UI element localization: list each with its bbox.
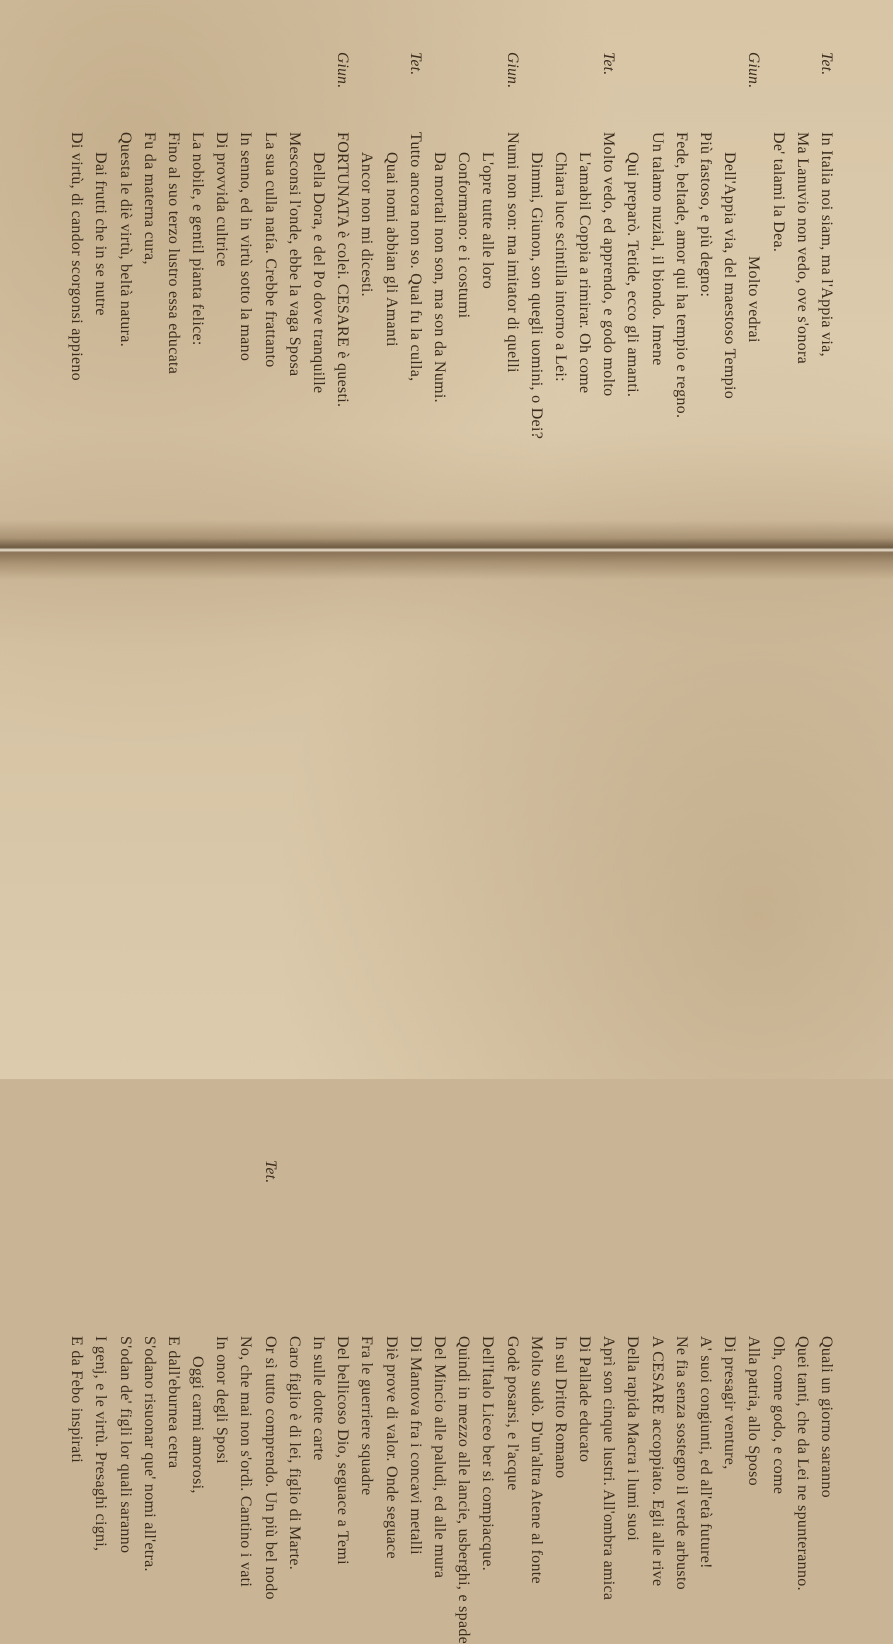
- verse-line: [741, 38, 765, 518]
- speaker-label: Tet.: [600, 52, 618, 76]
- speaker-label: Giun.: [745, 52, 763, 89]
- verse-text: FORTUNATA è colei. CESARE è questi.: [334, 132, 352, 408]
- verse-text: Fede, beltade, amor qui ha tempio e regno.: [672, 132, 690, 419]
- verse-line: [717, 38, 741, 518]
- verse-text: La sua culla natía. Crebbe frattanto: [261, 132, 279, 368]
- verse-text: Alla patria, allo Sposo: [745, 1336, 763, 1486]
- verse-text: Di provvida cultrice: [213, 132, 231, 267]
- verse-text: Del bellicoso Dio, seguace a Temi: [334, 1336, 352, 1565]
- verse-text: E da Febo inspirati: [68, 1336, 86, 1464]
- verse-line: [209, 38, 233, 518]
- verse-text: Della rapida Macra i lumi suoi: [624, 1336, 642, 1541]
- bottom-page: [0, 570, 893, 1644]
- verse-text: Diè prove di valor. Onde seguace: [382, 1336, 400, 1559]
- top-page: [0, 0, 893, 535]
- verse-text: Del Mincio alle paludi, ed alle mura: [431, 1336, 448, 1579]
- verse-text: Dell'Italo Liceo ber si compiacque.: [479, 1336, 497, 1572]
- verse-line: [258, 1160, 282, 1642]
- verse-line: [596, 38, 620, 518]
- verse-text: Or sì tutto comprendo. Un più bel nodo: [261, 1336, 279, 1600]
- verse-line: [572, 38, 596, 518]
- verse-text: Numi non son: ma imitator di quelli: [503, 132, 521, 373]
- verse-line: [185, 1242, 209, 1642]
- speaker-label: Giun.: [503, 52, 521, 89]
- verse-line: [137, 1242, 161, 1642]
- verse-line: [64, 38, 88, 518]
- verse-text: In sulle dotte carte: [310, 1336, 328, 1461]
- verse-line: [765, 38, 789, 518]
- verse-line: [790, 1242, 814, 1642]
- verse-line: [354, 38, 378, 518]
- verse-line: [645, 1242, 669, 1642]
- verse-line: [499, 1242, 523, 1642]
- verse-line: [427, 38, 451, 518]
- verse-text: Godè posarsi, e l'acque: [503, 1336, 521, 1491]
- verse-text: In Italia noi siam, ma l'Appia via,: [818, 132, 835, 357]
- verse-line: [475, 38, 499, 518]
- verse-text: Più fastoso, e più degno:: [697, 132, 715, 298]
- verse-line: [620, 38, 644, 518]
- verse-line: [717, 1242, 741, 1642]
- verse-line: [330, 1242, 354, 1642]
- verse-text: Quai nomi abbian gli Amanti: [382, 152, 400, 347]
- verse-text: Quindi in mezzo alle lancie, usberghi, e spade: [455, 1336, 473, 1644]
- verse-line: [282, 38, 306, 518]
- verse-text: S'odano risuonar que' nomi all'etra.: [140, 1336, 158, 1572]
- verse-line: [548, 1242, 572, 1642]
- verse-line: [403, 38, 427, 518]
- verse-text: Da mortali non son, ma son da Numi.: [431, 152, 448, 403]
- verse-text: Fra le guerriere squadre: [358, 1336, 376, 1496]
- verse-line: [645, 38, 669, 518]
- bottom-page-text: [64, 1160, 838, 1644]
- verse-line: [378, 1242, 402, 1642]
- verse-line: [306, 1242, 330, 1642]
- verse-text: Aprì son cinque lustri. All'ombra amica: [600, 1336, 618, 1601]
- verse-line: [306, 38, 330, 518]
- verse-text: De' talami la Dea.: [769, 132, 787, 253]
- verse-line: [475, 1242, 499, 1642]
- verse-text: L'opre tutte alle loro: [479, 152, 497, 289]
- verse-line: [354, 1242, 378, 1642]
- verse-text: A CESARE accoppiato. Egli alle rive: [648, 1336, 666, 1587]
- verse-line: [330, 38, 354, 518]
- verse-text: Quei tanti, che da Lei ne spunteranno.: [793, 1336, 811, 1591]
- verse-text: A' suoi congiunti, ed all'età future!: [697, 1336, 715, 1569]
- verse-text: Qui preparò. Tetide, ecco gli amanti.: [624, 152, 642, 398]
- verse-line: [233, 38, 257, 518]
- verse-text: L'amabil Coppia a rimirar. Oh come: [576, 152, 594, 394]
- verse-text: Mesconsi l'onde, ebbe la vaga Sposa: [285, 132, 303, 377]
- verse-line: [258, 38, 282, 518]
- verse-line: [596, 1242, 620, 1642]
- verse-text: Di presagir venture,: [721, 1336, 739, 1470]
- verse-text: Quali un giorno saranno: [818, 1336, 835, 1498]
- verse-text: Oggi carmi amorosi,: [189, 1356, 207, 1494]
- speaker-label: Tet.: [406, 52, 424, 76]
- verse-line: [669, 1242, 693, 1642]
- verse-line: [524, 38, 548, 518]
- verse-line: [548, 38, 572, 518]
- verse-line: [499, 38, 523, 518]
- verse-text: Chiara luce scintilla intorno a Lei:: [551, 152, 569, 382]
- verse-line: [282, 1242, 306, 1642]
- verse-text: La nobile, e gentil pianta felice:: [189, 132, 207, 346]
- verse-line: [161, 1242, 185, 1642]
- verse-text: Dimmi, Giunon, son quegli uomini, o Dei?: [527, 152, 545, 440]
- verse-text: Dell'Appia via, del maestoso Tempio: [721, 152, 739, 400]
- verse-line: [88, 38, 112, 518]
- verse-line: [451, 1242, 475, 1642]
- verse-line: [137, 38, 161, 518]
- verse-line: [814, 38, 838, 518]
- verse-text: Ne fia senza sostegno il verde arbusto: [672, 1336, 690, 1590]
- verse-line: [427, 1242, 451, 1642]
- verse-line: [814, 1242, 838, 1642]
- verse-text: In sul Dritto Romano: [551, 1336, 569, 1479]
- verse-line: [112, 1242, 136, 1642]
- speaker-label: Tet.: [818, 52, 835, 76]
- verse-line: [524, 1242, 548, 1642]
- speaker-label: Tet.: [261, 1160, 279, 1184]
- verse-line: [185, 38, 209, 518]
- verse-text: In senno, ed in virtù sotto la mano: [237, 132, 255, 362]
- verse-line: [64, 1242, 88, 1642]
- verse-line: [790, 38, 814, 518]
- verse-line: [112, 38, 136, 518]
- verse-text: Della Dora, e del Po dove tranquille: [310, 152, 328, 394]
- verse-line: [403, 1242, 427, 1642]
- verse-text: Di Pallade educato: [576, 1336, 594, 1463]
- verse-text: Di virtù, di candor scorgonsi appieno: [68, 132, 86, 381]
- verse-line: [88, 1242, 112, 1642]
- verse-line: [451, 38, 475, 518]
- verse-line: [378, 38, 402, 518]
- verse-text: Di Mantova fra i concavi metalli: [406, 1336, 424, 1555]
- speaker-label: Giun.: [334, 52, 352, 89]
- verse-line: [620, 1242, 644, 1642]
- verse-text: E dall'eburnea cetra: [164, 1336, 182, 1469]
- verse-text: Fu da materna cura,: [140, 132, 158, 265]
- verse-text: Molto sudò. D'un'altra Atene al fonte: [527, 1336, 545, 1584]
- verse-text: In onor degli Sposi: [213, 1336, 231, 1464]
- verse-text: Tutto ancora non so. Qual fu la culla,: [406, 132, 424, 382]
- verse-text: Oh, come godo, e come: [769, 1336, 787, 1495]
- verse-line: [693, 38, 717, 518]
- verse-text: S'odan de' figli lor quali saranno: [116, 1336, 134, 1554]
- verse-text: Un talamo nuzial, il biondo. Imene: [648, 132, 666, 366]
- verse-text: Ma Lanuvio non vedo, ove s'onora: [793, 132, 811, 364]
- verse-line: [161, 38, 185, 518]
- verse-text: Ancor non mi dicesti.: [358, 152, 376, 297]
- verse-text: Molto vedo, ed apprendo, e godo molto: [600, 132, 618, 397]
- verse-line: [765, 1242, 789, 1642]
- verse-line: [233, 1242, 257, 1642]
- verse-line: [209, 1242, 233, 1642]
- top-page-text: [64, 38, 838, 518]
- verse-text: I genj, e le virtù. Presaghi cigni,: [92, 1336, 110, 1552]
- verse-line: [669, 38, 693, 518]
- verse-text: Molto vedrai: [745, 256, 763, 343]
- verse-line: [572, 1242, 596, 1642]
- verse-text: No, che mai non s'ordì. Cantino i vati: [237, 1336, 255, 1588]
- verse-text: Fino al suo terzo lustro essa educata: [164, 132, 182, 375]
- verse-line: [693, 1242, 717, 1642]
- verse-text: Conformano: e i costumi: [455, 152, 473, 319]
- verse-text: Dai frutti che in se nutre: [92, 152, 110, 316]
- verse-text: Caro figlio è di lei, figlio di Marte.: [285, 1336, 303, 1571]
- verse-line: [741, 1242, 765, 1642]
- verse-text: Questa le diè virtù, beltà natura.: [116, 132, 134, 348]
